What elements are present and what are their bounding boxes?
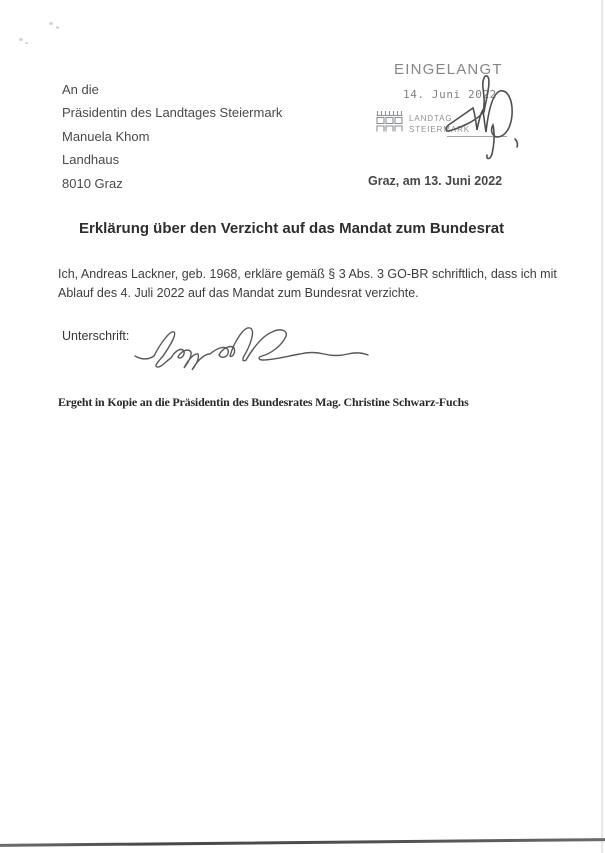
handwritten-signature-scribble [130,320,375,378]
recipient-line: Manuela Khom [62,128,150,144]
stamp-received-label: EINGELANGT [394,61,503,78]
scan-speck [25,42,28,44]
scan-page-right-edge [601,0,603,853]
scan-speck [56,26,59,29]
stamp-org-line1: LANDTAG [409,114,453,123]
recipient-line: Präsidentin des Landtages Steiermark [62,105,283,121]
recipient-line: An die [62,82,99,97]
stamp-org-line2: STEIERMARK [409,124,471,134]
body-line: Ablauf des 4. Juli 2022 auf das Mandat zum Bundesrat verzichte. [58,286,419,300]
dateline: Graz, am 13. Juni 2022 [368,174,503,188]
recipient-line: 8010 Graz [62,175,123,191]
document-title: Erklärung über den Verzicht auf das Mandat zum Bundesrat [79,220,505,237]
stamp-received-date: 14. Juni 2022 [403,88,497,101]
cc-line: Ergeht in Kopie an die Präsidentin des Bundesrates Mag. Christine Schwarz-Fuchs [58,395,469,409]
scan-speck [19,38,23,41]
body-line: Ich, Andreas Lackner, geb. 1968, erkläre gemäß § 3 Abs. 3 GO-BR schriftlich, dass ich mit [58,267,557,281]
scan-speck [49,22,53,25]
recipient-line: Landhaus [62,152,120,168]
scan-page-bottom-edge [0,838,605,847]
landtag-steiermark-emblem-icon [376,111,403,132]
body-paragraph [58,265,557,303]
signature-label: Unterschrift: [62,329,130,343]
recipient-address-block [62,78,282,195]
receipt-initials-scribble [432,70,537,170]
